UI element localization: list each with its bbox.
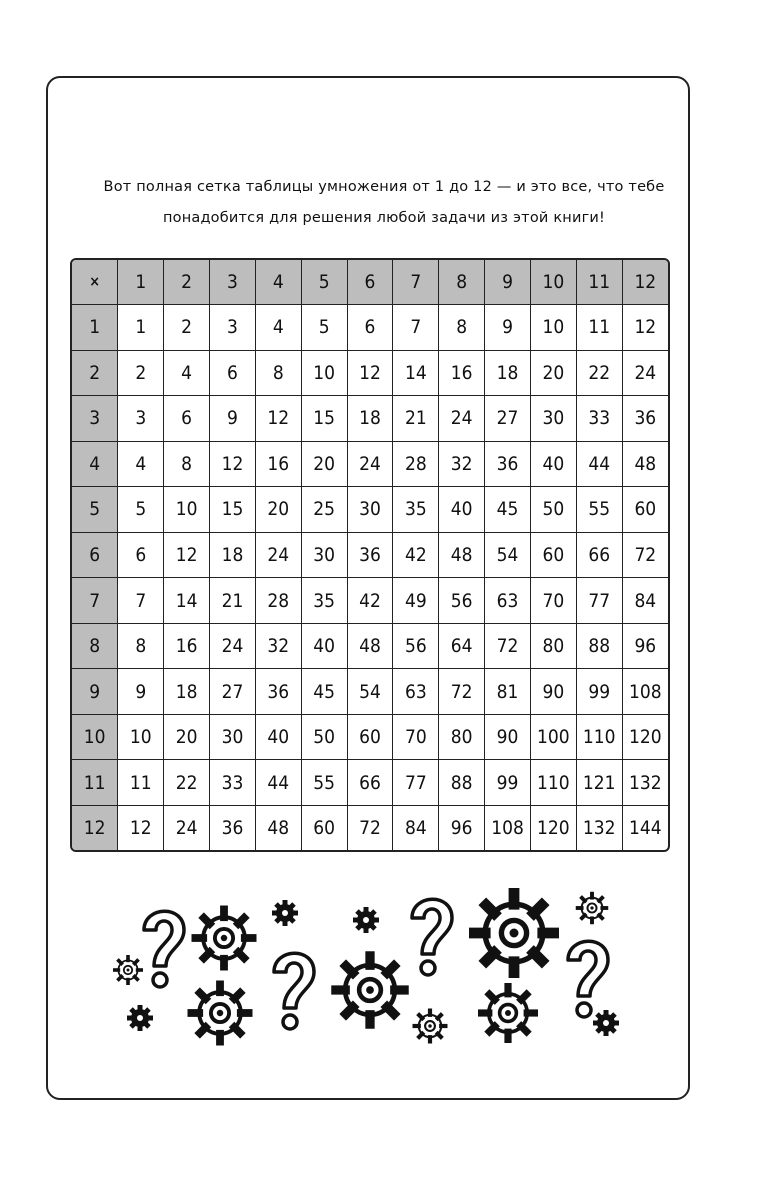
gear-icon [593,1010,619,1036]
corner-cell: × [72,260,118,305]
product-cell: 7 [118,578,164,624]
product-cell: 90 [530,669,576,715]
product-cell: 40 [255,714,301,760]
product-cell: 25 [301,487,347,533]
product-cell: 35 [393,487,439,533]
product-cell: 84 [622,578,668,624]
product-cell: 99 [485,760,531,806]
product-cell: 50 [301,714,347,760]
product-cell: 55 [301,760,347,806]
product-cell: 2 [164,305,210,351]
product-cell: 10 [530,305,576,351]
product-cell: 44 [255,760,301,806]
product-cell: 18 [210,532,256,578]
row-header: 10 [72,714,118,760]
gear-icon [578,894,607,923]
product-cell: 72 [439,669,485,715]
gear-icon [474,893,553,972]
row-header: 11 [72,760,118,806]
product-cell: 48 [255,805,301,850]
product-cell: 56 [393,623,439,669]
product-cell: 18 [485,350,531,396]
product-cell: 96 [622,623,668,669]
product-cell: 70 [530,578,576,624]
product-cell: 2 [118,350,164,396]
product-cell: 10 [301,350,347,396]
product-cell: 110 [576,714,622,760]
column-header: 10 [530,260,576,305]
row-header: 12 [72,805,118,850]
product-cell: 36 [485,441,531,487]
product-cell: 84 [393,805,439,850]
product-cell: 28 [255,578,301,624]
product-cell: 11 [576,305,622,351]
product-cell: 24 [439,396,485,442]
product-cell: 32 [439,441,485,487]
column-header: 1 [118,260,164,305]
product-cell: 48 [622,441,668,487]
product-cell: 33 [210,760,256,806]
product-cell: 42 [347,578,393,624]
intro-line-1: Вот полная сетка таблицы умножения от 1 до 12 — и это все, что тебе [103,179,665,195]
product-cell: 36 [210,805,256,850]
table-row [72,623,668,669]
multiplication-grid [72,260,668,850]
column-header: 7 [393,260,439,305]
product-cell: 4 [164,350,210,396]
product-cell: 16 [439,350,485,396]
column-header: 2 [164,260,210,305]
product-cell: 54 [485,532,531,578]
table-row [72,578,668,624]
product-cell: 12 [347,350,393,396]
product-cell: 48 [347,623,393,669]
gear-icon [272,900,298,926]
header-row [72,260,668,305]
product-cell: 16 [164,623,210,669]
product-cell: 27 [210,669,256,715]
product-cell: 40 [530,441,576,487]
product-cell: 12 [255,396,301,442]
product-cell: 40 [301,623,347,669]
product-cell: 4 [255,305,301,351]
product-cell: 88 [439,760,485,806]
product-cell: 6 [210,350,256,396]
product-cell: 70 [393,714,439,760]
product-cell: 27 [485,396,531,442]
column-header: 4 [255,260,301,305]
product-cell: 108 [485,805,531,850]
product-cell: 8 [255,350,301,396]
gear-icon [415,1011,446,1042]
product-cell: 5 [301,305,347,351]
product-cell: 45 [301,669,347,715]
product-cell: 22 [576,350,622,396]
doodle-decorations [100,878,640,1048]
row-header: 5 [72,487,118,533]
product-cell: 36 [622,396,668,442]
product-cell: 12 [210,441,256,487]
product-cell: 6 [347,305,393,351]
product-cell: 121 [576,760,622,806]
product-cell: 80 [439,714,485,760]
table-row [72,714,668,760]
product-cell: 9 [485,305,531,351]
product-cell: 144 [622,805,668,850]
product-cell: 3 [118,396,164,442]
product-cell: 15 [210,487,256,533]
product-cell: 11 [118,760,164,806]
product-cell: 63 [393,669,439,715]
product-cell: 3 [210,305,256,351]
table-row [72,441,668,487]
gear-icon [353,907,379,933]
column-header: 12 [622,260,668,305]
product-cell: 32 [255,623,301,669]
product-cell: 66 [347,760,393,806]
gear-icon [195,909,252,966]
gear-icon [482,987,535,1040]
product-cell: 9 [118,669,164,715]
product-cell: 14 [393,350,439,396]
product-cell: 10 [164,487,210,533]
product-cell: 60 [530,532,576,578]
gear-icon [115,957,141,983]
product-cell: 8 [439,305,485,351]
column-header: 9 [485,260,531,305]
product-cell: 16 [255,441,301,487]
gear-icon [336,956,404,1024]
product-cell: 28 [393,441,439,487]
product-cell: 18 [347,396,393,442]
product-cell: 22 [164,760,210,806]
row-header: 8 [72,623,118,669]
product-cell: 12 [622,305,668,351]
column-header: 8 [439,260,485,305]
column-header: 3 [210,260,256,305]
product-cell: 8 [118,623,164,669]
product-cell: 24 [347,441,393,487]
product-cell: 60 [347,714,393,760]
product-cell: 12 [164,532,210,578]
product-cell: 44 [576,441,622,487]
column-header: 5 [301,260,347,305]
product-cell: 64 [439,623,485,669]
product-cell: 21 [210,578,256,624]
intro-text [90,172,678,234]
product-cell: 49 [393,578,439,624]
column-header: 6 [347,260,393,305]
table-row [72,487,668,533]
product-cell: 60 [622,487,668,533]
product-cell: 10 [118,714,164,760]
multiplication-table [70,258,670,852]
gear-icon [191,984,248,1041]
product-cell: 15 [301,396,347,442]
table-row [72,532,668,578]
question-mark-icon [144,911,184,987]
intro-line-2: понадобится для решения любой задачи из этой книги! [162,210,606,226]
row-header: 4 [72,441,118,487]
product-cell: 1 [118,305,164,351]
row-header: 7 [72,578,118,624]
table-row [72,760,668,806]
product-cell: 9 [210,396,256,442]
product-cell: 48 [439,532,485,578]
product-cell: 30 [301,532,347,578]
product-cell: 6 [164,396,210,442]
product-cell: 24 [164,805,210,850]
product-cell: 18 [164,669,210,715]
product-cell: 24 [622,350,668,396]
product-cell: 96 [439,805,485,850]
product-cell: 30 [530,396,576,442]
product-cell: 54 [347,669,393,715]
product-cell: 55 [576,487,622,533]
product-cell: 66 [576,532,622,578]
product-cell: 8 [164,441,210,487]
product-cell: 40 [439,487,485,533]
question-mark-icon [412,899,452,975]
product-cell: 35 [301,578,347,624]
product-cell: 20 [530,350,576,396]
table-row [72,396,668,442]
product-cell: 56 [439,578,485,624]
product-cell: 108 [622,669,668,715]
product-cell: 72 [622,532,668,578]
product-cell: 100 [530,714,576,760]
row-header: 3 [72,396,118,442]
product-cell: 20 [301,441,347,487]
product-cell: 12 [118,805,164,850]
product-cell: 7 [393,305,439,351]
product-cell: 45 [485,487,531,533]
product-cell: 90 [485,714,531,760]
product-cell: 36 [255,669,301,715]
product-cell: 60 [301,805,347,850]
product-cell: 80 [530,623,576,669]
question-mark-icon [274,953,314,1029]
table-row [72,805,668,850]
product-cell: 20 [255,487,301,533]
product-cell: 132 [622,760,668,806]
product-cell: 120 [622,714,668,760]
product-cell: 63 [485,578,531,624]
gear-icon [127,1005,153,1031]
product-cell: 77 [393,760,439,806]
row-header: 9 [72,669,118,715]
product-cell: 20 [164,714,210,760]
product-cell: 30 [210,714,256,760]
product-cell: 120 [530,805,576,850]
product-cell: 72 [485,623,531,669]
product-cell: 33 [576,396,622,442]
product-cell: 72 [347,805,393,850]
table-row [72,350,668,396]
product-cell: 50 [530,487,576,533]
question-mark-icon [568,941,608,1017]
product-cell: 132 [576,805,622,850]
product-cell: 24 [255,532,301,578]
table-row [72,305,668,351]
product-cell: 81 [485,669,531,715]
product-cell: 24 [210,623,256,669]
product-cell: 30 [347,487,393,533]
product-cell: 110 [530,760,576,806]
row-header: 1 [72,305,118,351]
row-header: 6 [72,532,118,578]
product-cell: 42 [393,532,439,578]
product-cell: 6 [118,532,164,578]
product-cell: 21 [393,396,439,442]
product-cell: 14 [164,578,210,624]
product-cell: 5 [118,487,164,533]
product-cell: 88 [576,623,622,669]
product-cell: 4 [118,441,164,487]
row-header: 2 [72,350,118,396]
table-row [72,669,668,715]
column-header: 11 [576,260,622,305]
product-cell: 77 [576,578,622,624]
product-cell: 36 [347,532,393,578]
product-cell: 99 [576,669,622,715]
